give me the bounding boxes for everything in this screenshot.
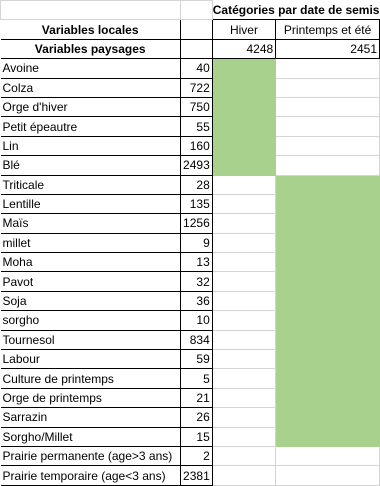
table-row [1,59,380,78]
table-row [1,194,380,213]
printemps-cell[interactable] [276,156,380,175]
table-row [1,117,380,136]
hiver-header[interactable]: Hiver [212,20,275,39]
crop-value[interactable]: 32 [180,272,212,291]
table-row [1,175,380,194]
crop-value[interactable]: 36 [180,291,212,310]
crop-value[interactable]: 1256 [180,214,212,233]
variables-paysages-header[interactable]: Variables paysages [1,39,181,58]
printemps-cell[interactable] [276,272,380,291]
crop-value[interactable]: 135 [180,194,212,213]
hiver-cell[interactable] [212,330,275,349]
table-row [1,408,380,427]
crop-label[interactable]: Pavot [1,272,181,291]
crop-value[interactable]: 750 [180,97,212,116]
crop-label[interactable]: Blé [1,156,181,175]
crop-value[interactable]: 40 [180,59,212,78]
hiver-cell[interactable] [212,117,275,136]
hiver-cell[interactable] [212,350,275,369]
empty-cell[interactable] [1,1,181,20]
crop-label[interactable]: Lin [1,136,181,155]
hiver-cell[interactable] [212,291,275,310]
hiver-cell[interactable] [212,97,275,116]
printemps-cell[interactable] [276,136,380,155]
printemps-cell[interactable] [276,59,380,78]
hiver-cell[interactable] [212,156,275,175]
crop-label[interactable]: Maïs [1,214,181,233]
crop-label[interactable]: Avoine [1,59,181,78]
table-row [1,427,380,446]
hiver-cell[interactable] [212,136,275,155]
table-row [1,369,380,388]
crop-value[interactable]: 13 [180,253,212,272]
crop-label[interactable]: Orge d'hiver [1,97,181,116]
table-row [1,291,380,310]
empty-cell[interactable] [180,1,212,20]
table-row [1,272,380,291]
printemps-cell[interactable] [276,408,380,427]
printemps-cell[interactable] [276,194,380,213]
crop-value[interactable]: 55 [180,117,212,136]
crop-label[interactable]: Colza [1,78,181,97]
empty-cell[interactable] [180,39,212,58]
printemps-cell[interactable] [276,78,380,97]
crop-value[interactable]: 26 [180,408,212,427]
table-row [1,388,380,407]
hiver-cell[interactable] [212,175,275,194]
printemps-cell[interactable] [276,97,380,116]
hiver-cell[interactable] [212,272,275,291]
printemps-cell[interactable] [276,311,380,330]
header-row-variables [1,20,380,39]
table-row [1,311,380,330]
crop-value[interactable]: 2493 [180,156,212,175]
table-row [1,97,380,116]
crop-label[interactable]: Moha [1,253,181,272]
table-row [1,466,380,485]
hiver-cell[interactable] [212,233,275,252]
printemps-cell[interactable] [276,330,380,349]
crop-label[interactable]: Sorgho/Millet [1,427,181,446]
table-row [1,233,380,252]
table-row [1,214,380,233]
crop-label[interactable]: Prairie temporaire (age<3 ans) [1,466,181,485]
table-row [1,136,380,155]
crop-value[interactable]: 2 [180,446,212,465]
printemps-cell[interactable] [276,117,380,136]
crop-label[interactable]: millet [1,233,181,252]
hiver-cell[interactable] [212,253,275,272]
table-row [1,446,380,465]
crop-value[interactable]: 21 [180,388,212,407]
crop-label[interactable]: Labour [1,350,181,369]
printemps-cell[interactable] [276,291,380,310]
crop-value[interactable]: 722 [180,78,212,97]
crop-value[interactable]: 2381 [180,466,212,485]
hiver-cell[interactable] [212,214,275,233]
printemps-cell[interactable] [276,446,380,465]
total-hiver[interactable]: 4248 [212,39,275,58]
table-row [1,253,380,272]
crop-value[interactable]: 15 [180,427,212,446]
printemps-ete-header[interactable]: Printemps et été [276,20,380,39]
crop-label[interactable]: Orge de printemps [1,388,181,407]
crop-label[interactable]: Prairie permanente (age>3 ans) [1,446,181,465]
crop-label[interactable]: sorgho [1,311,181,330]
crop-label[interactable]: Soja [1,291,181,310]
crop-label[interactable]: Petit épeautre [1,117,181,136]
table-row [1,78,380,97]
variables-locales-header[interactable]: Variables locales [1,20,181,39]
hiver-cell[interactable] [212,466,275,485]
crop-label[interactable]: Tournesol [1,330,181,349]
printemps-cell[interactable] [276,253,380,272]
crop-value[interactable]: 160 [180,136,212,155]
crop-value[interactable]: 10 [180,311,212,330]
crop-label[interactable]: Culture de printemps [1,369,181,388]
hiver-cell[interactable] [212,78,275,97]
crop-label[interactable]: Sarrazin [1,408,181,427]
crop-value[interactable]: 834 [180,330,212,349]
hiver-cell[interactable] [212,59,275,78]
crop-label[interactable]: Triticale [1,175,181,194]
hiver-cell[interactable] [212,427,275,446]
table-row [1,156,380,175]
hiver-cell[interactable] [212,369,275,388]
header-row-paysages [1,39,380,58]
hiver-cell[interactable] [212,194,275,213]
categories-title[interactable]: Catégories par date de semis [212,1,379,20]
printemps-cell[interactable] [276,369,380,388]
crop-value[interactable]: 28 [180,175,212,194]
crop-label[interactable]: Lentille [1,194,181,213]
hiver-cell[interactable] [212,446,275,465]
printemps-cell[interactable] [276,233,380,252]
hiver-cell[interactable] [212,311,275,330]
printemps-cell[interactable] [276,388,380,407]
crop-value[interactable]: 59 [180,350,212,369]
crop-value[interactable]: 5 [180,369,212,388]
empty-cell[interactable] [180,20,212,39]
printemps-cell[interactable] [276,175,380,194]
header-row-categories [1,1,380,20]
printemps-cell[interactable] [276,214,380,233]
table-row [1,350,380,369]
hiver-cell[interactable] [212,388,275,407]
printemps-cell[interactable] [276,466,380,485]
total-printemps[interactable]: 2451 [276,39,380,58]
hiver-cell[interactable] [212,408,275,427]
printemps-cell[interactable] [276,350,380,369]
printemps-cell[interactable] [276,427,380,446]
crop-value[interactable]: 9 [180,233,212,252]
table-row [1,330,380,349]
